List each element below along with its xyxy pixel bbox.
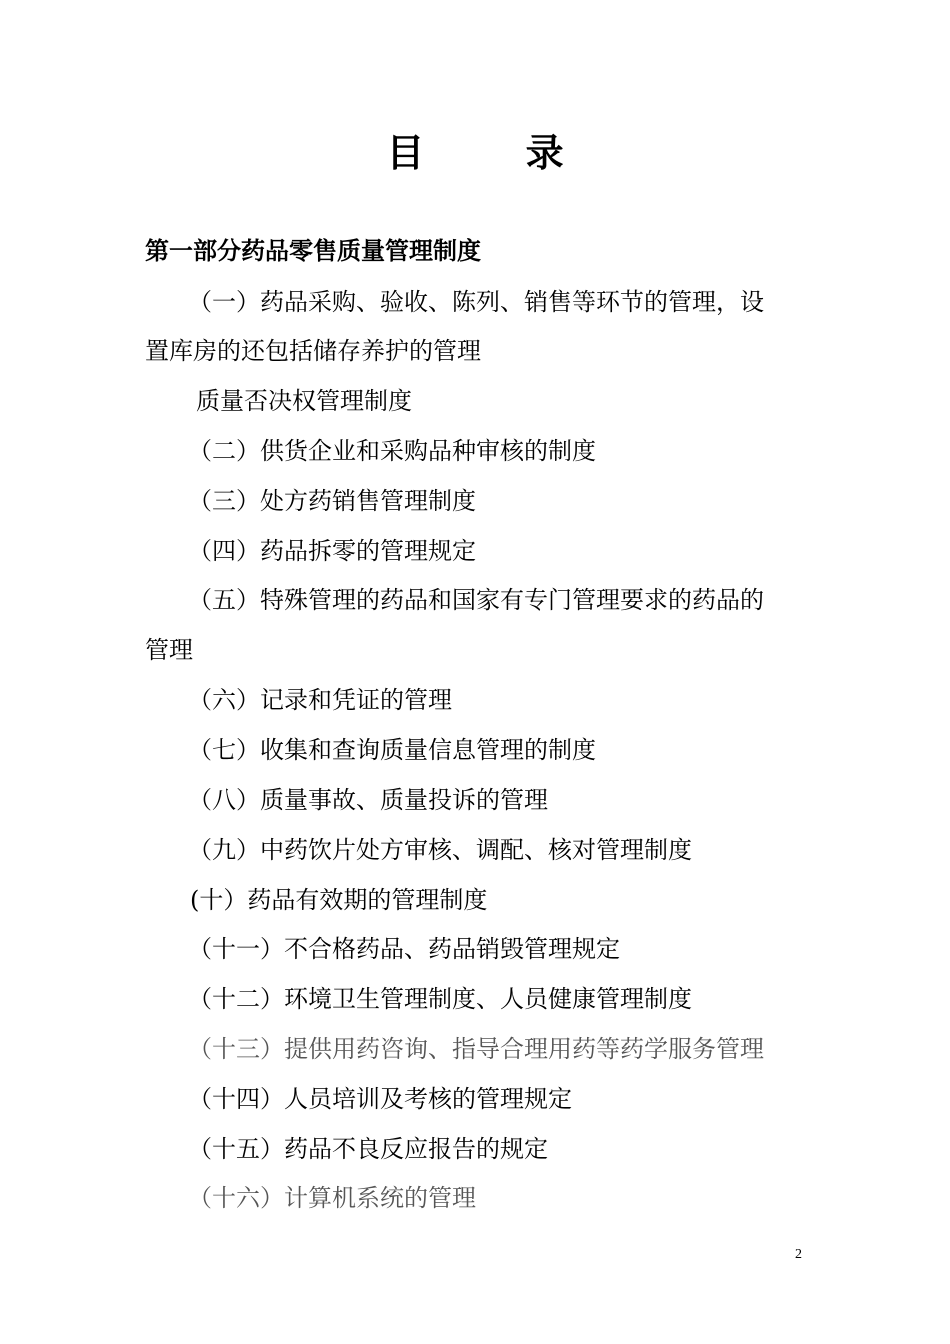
toc-item-1: （一）药品采购、验收、陈列、销售等环节的管理，设 [188, 288, 764, 316]
toc-item-15: （十五）药品不良反应报告的规定 [188, 1135, 548, 1163]
toc-item-6: （六）记录和凭证的管理 [188, 686, 452, 714]
toc-item-1-continued: 置库房的还包括储存养护的管理 [145, 337, 481, 365]
toc-item-quality-veto: 质量否决权管理制度 [196, 387, 412, 415]
toc-item-11: （十一）不合格药品、药品销毁管理规定 [188, 935, 620, 963]
toc-item-5-continued: 管理 [145, 636, 193, 664]
toc-item-2: （二）供货企业和采购品种审核的制度 [188, 437, 596, 465]
page-number: 2 [795, 1247, 802, 1262]
toc-item-16: （十六）计算机系统的管理 [188, 1184, 476, 1212]
toc-item-3: （三）处方药销售管理制度 [188, 487, 476, 515]
toc-item-7: （七）收集和查询质量信息管理的制度 [188, 736, 596, 764]
toc-item-9: （九）中药饮片处方审核、调配、核对管理制度 [188, 836, 692, 864]
toc-item-13: （十三）提供用药咨询、指导合理用药等药学服务管理 [188, 1035, 764, 1063]
page-title: 目 录 [386, 130, 608, 175]
toc-item-10: (十）药品有效期的管理制度 [190, 886, 488, 914]
toc-item-5: （五）特殊管理的药品和国家有专门管理要求的药品的 [188, 586, 764, 614]
toc-item-14: （十四）人员培训及考核的管理规定 [188, 1085, 572, 1113]
part-heading: 第一部分药品零售质量管理制度 [145, 236, 481, 265]
toc-item-12: （十二）环境卫生管理制度、人员健康管理制度 [188, 985, 692, 1013]
toc-item-8: （八）质量事故、质量投诉的管理 [188, 786, 548, 814]
toc-item-4: （四）药品拆零的管理规定 [188, 537, 476, 565]
